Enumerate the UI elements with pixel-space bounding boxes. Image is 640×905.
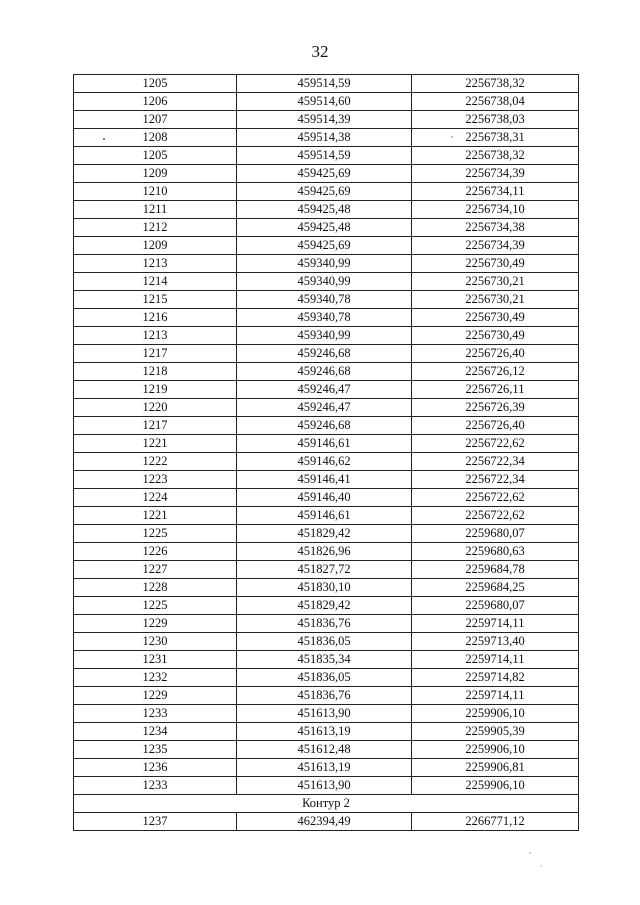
y-coordinate-cell: 2259906,81 bbox=[412, 759, 579, 777]
y-coordinate-cell: 2256726,11 bbox=[412, 381, 579, 399]
point-number-cell: 1207 bbox=[74, 111, 237, 129]
y-coordinate-cell: 2256738,32 bbox=[412, 75, 579, 93]
point-number-cell: 1221 bbox=[74, 435, 237, 453]
point-number-cell: 1234 bbox=[74, 723, 237, 741]
y-coordinate-cell: 2256722,62 bbox=[412, 489, 579, 507]
point-number-cell: 1217 bbox=[74, 417, 237, 435]
x-coordinate-cell: 451613,90 bbox=[237, 705, 412, 723]
x-coordinate-cell: 451836,05 bbox=[237, 669, 412, 687]
point-number-cell: 1209 bbox=[74, 165, 237, 183]
y-coordinate-cell: 2256738,03 bbox=[412, 111, 579, 129]
y-coordinate-cell: 2259714,82 bbox=[412, 669, 579, 687]
y-coordinate-cell: 2256738,31 bbox=[412, 129, 579, 147]
y-coordinate-cell: 2256722,62 bbox=[412, 507, 579, 525]
point-number-cell: 1210 bbox=[74, 183, 237, 201]
y-coordinate-cell: 2256726,39 bbox=[412, 399, 579, 417]
point-number-cell: 1231 bbox=[74, 651, 237, 669]
y-coordinate-cell: 2256734,38 bbox=[412, 219, 579, 237]
x-coordinate-cell: 459425,69 bbox=[237, 183, 412, 201]
x-coordinate-cell: 451613,90 bbox=[237, 777, 412, 795]
point-number-cell: 1223 bbox=[74, 471, 237, 489]
x-coordinate-cell: 459246,68 bbox=[237, 417, 412, 435]
point-number-cell: 1220 bbox=[74, 399, 237, 417]
y-coordinate-cell: 2259906,10 bbox=[412, 741, 579, 759]
y-coordinate-cell: 2259684,78 bbox=[412, 561, 579, 579]
x-coordinate-cell: 459514,60 bbox=[237, 93, 412, 111]
y-coordinate-cell: 2259906,10 bbox=[412, 777, 579, 795]
point-number-cell: 1235 bbox=[74, 741, 237, 759]
x-coordinate-cell: 459246,47 bbox=[237, 381, 412, 399]
point-number-cell: 1233 bbox=[74, 705, 237, 723]
x-coordinate-cell: 459146,62 bbox=[237, 453, 412, 471]
x-coordinate-cell: 459246,47 bbox=[237, 399, 412, 417]
x-coordinate-cell: 459340,78 bbox=[237, 291, 412, 309]
y-coordinate-cell: 2259713,40 bbox=[412, 633, 579, 651]
y-coordinate-cell: 2266771,12 bbox=[412, 813, 579, 831]
x-coordinate-cell: 451836,76 bbox=[237, 687, 412, 705]
x-coordinate-cell: 459146,61 bbox=[237, 435, 412, 453]
point-number-cell: 1218 bbox=[74, 363, 237, 381]
point-number-cell: 1236 bbox=[74, 759, 237, 777]
point-number-cell: 1232 bbox=[74, 669, 237, 687]
y-coordinate-cell: 2256730,21 bbox=[412, 273, 579, 291]
point-number-cell: 1208 bbox=[74, 129, 237, 147]
x-coordinate-cell: 451612,48 bbox=[237, 741, 412, 759]
point-number-cell: 1216 bbox=[74, 309, 237, 327]
point-number-cell: 1206 bbox=[74, 93, 237, 111]
point-number-cell: 1215 bbox=[74, 291, 237, 309]
y-coordinate-cell: 2259680,63 bbox=[412, 543, 579, 561]
y-coordinate-cell: 2259714,11 bbox=[412, 687, 579, 705]
point-number-cell: 1226 bbox=[74, 543, 237, 561]
point-number-cell: 1224 bbox=[74, 489, 237, 507]
x-coordinate-cell: 451829,42 bbox=[237, 597, 412, 615]
y-coordinate-cell: 2259906,10 bbox=[412, 705, 579, 723]
point-number-cell: 1219 bbox=[74, 381, 237, 399]
x-coordinate-cell: 459425,69 bbox=[237, 237, 412, 255]
x-coordinate-cell: 451836,05 bbox=[237, 633, 412, 651]
y-coordinate-cell: 2256722,62 bbox=[412, 435, 579, 453]
y-coordinate-cell: 2259680,07 bbox=[412, 525, 579, 543]
point-number-cell: 1213 bbox=[74, 255, 237, 273]
point-number-cell: 1214 bbox=[74, 273, 237, 291]
x-coordinate-cell: 459146,41 bbox=[237, 471, 412, 489]
point-number-cell: 1221 bbox=[74, 507, 237, 525]
y-coordinate-cell: 2259684,25 bbox=[412, 579, 579, 597]
point-number-cell: 1222 bbox=[74, 453, 237, 471]
y-coordinate-cell: 2259714,11 bbox=[412, 651, 579, 669]
y-coordinate-cell: 2256734,10 bbox=[412, 201, 579, 219]
point-number-cell: 1209 bbox=[74, 237, 237, 255]
x-coordinate-cell: 459340,78 bbox=[237, 309, 412, 327]
section-label: Контур 2 bbox=[74, 795, 579, 813]
y-coordinate-cell: 2256734,11 bbox=[412, 183, 579, 201]
y-coordinate-cell: 2256726,12 bbox=[412, 363, 579, 381]
y-coordinate-cell: 2259680,07 bbox=[412, 597, 579, 615]
point-number-cell: 1213 bbox=[74, 327, 237, 345]
x-coordinate-cell: 459246,68 bbox=[237, 363, 412, 381]
y-coordinate-cell: 2256726,40 bbox=[412, 345, 579, 363]
point-number-cell: 1228 bbox=[74, 579, 237, 597]
point-number-cell: 1229 bbox=[74, 687, 237, 705]
y-coordinate-cell: 2256722,34 bbox=[412, 471, 579, 489]
point-number-cell: 1237 bbox=[74, 813, 237, 831]
page-number: 32 bbox=[311, 42, 329, 61]
y-coordinate-cell: 2256734,39 bbox=[412, 165, 579, 183]
y-coordinate-cell: 2256730,49 bbox=[412, 309, 579, 327]
x-coordinate-cell: 451830,10 bbox=[237, 579, 412, 597]
x-coordinate-cell: 459146,40 bbox=[237, 489, 412, 507]
point-number-cell: 1205 bbox=[74, 75, 237, 93]
point-number-cell: 1225 bbox=[74, 525, 237, 543]
y-coordinate-cell: 2256722,34 bbox=[412, 453, 579, 471]
x-coordinate-cell: 459425,69 bbox=[237, 165, 412, 183]
point-number-cell: 1233 bbox=[74, 777, 237, 795]
x-coordinate-cell: 462394,49 bbox=[237, 813, 412, 831]
x-coordinate-cell: 459514,39 bbox=[237, 111, 412, 129]
x-coordinate-cell: 451836,76 bbox=[237, 615, 412, 633]
point-number-cell: 1227 bbox=[74, 561, 237, 579]
x-coordinate-cell: 451613,19 bbox=[237, 759, 412, 777]
point-number-cell: 1225 bbox=[74, 597, 237, 615]
y-coordinate-cell: 2259714,11 bbox=[412, 615, 579, 633]
y-coordinate-cell: 2256734,39 bbox=[412, 237, 579, 255]
x-coordinate-cell: 451835,34 bbox=[237, 651, 412, 669]
point-number-cell: 1211 bbox=[74, 201, 237, 219]
x-coordinate-cell: 459340,99 bbox=[237, 273, 412, 291]
y-coordinate-cell: 2256738,04 bbox=[412, 93, 579, 111]
x-coordinate-cell: 459514,38 bbox=[237, 129, 412, 147]
x-coordinate-cell: 459146,61 bbox=[237, 507, 412, 525]
point-number-cell: 1205 bbox=[74, 147, 237, 165]
x-coordinate-cell: 451826,96 bbox=[237, 543, 412, 561]
x-coordinate-cell: 459514,59 bbox=[237, 147, 412, 165]
point-number-cell: 1217 bbox=[74, 345, 237, 363]
x-coordinate-cell: 459425,48 bbox=[237, 219, 412, 237]
x-coordinate-cell: 459425,48 bbox=[237, 201, 412, 219]
point-number-cell: 1229 bbox=[74, 615, 237, 633]
y-coordinate-cell: 2256726,40 bbox=[412, 417, 579, 435]
x-coordinate-cell: 451827,72 bbox=[237, 561, 412, 579]
x-coordinate-cell: 451829,42 bbox=[237, 525, 412, 543]
point-number-cell: 1230 bbox=[74, 633, 237, 651]
point-number-cell: 1212 bbox=[74, 219, 237, 237]
y-coordinate-cell: 2259905,39 bbox=[412, 723, 579, 741]
y-coordinate-cell: 2256730,49 bbox=[412, 255, 579, 273]
x-coordinate-cell: 459514,59 bbox=[237, 75, 412, 93]
x-coordinate-cell: 459340,99 bbox=[237, 327, 412, 345]
y-coordinate-cell: 2256730,21 bbox=[412, 291, 579, 309]
y-coordinate-cell: 2256730,49 bbox=[412, 327, 579, 345]
x-coordinate-cell: 459246,68 bbox=[237, 345, 412, 363]
y-coordinate-cell: 2256738,32 bbox=[412, 147, 579, 165]
x-coordinate-cell: 451613,19 bbox=[237, 723, 412, 741]
x-coordinate-cell: 459340,99 bbox=[237, 255, 412, 273]
